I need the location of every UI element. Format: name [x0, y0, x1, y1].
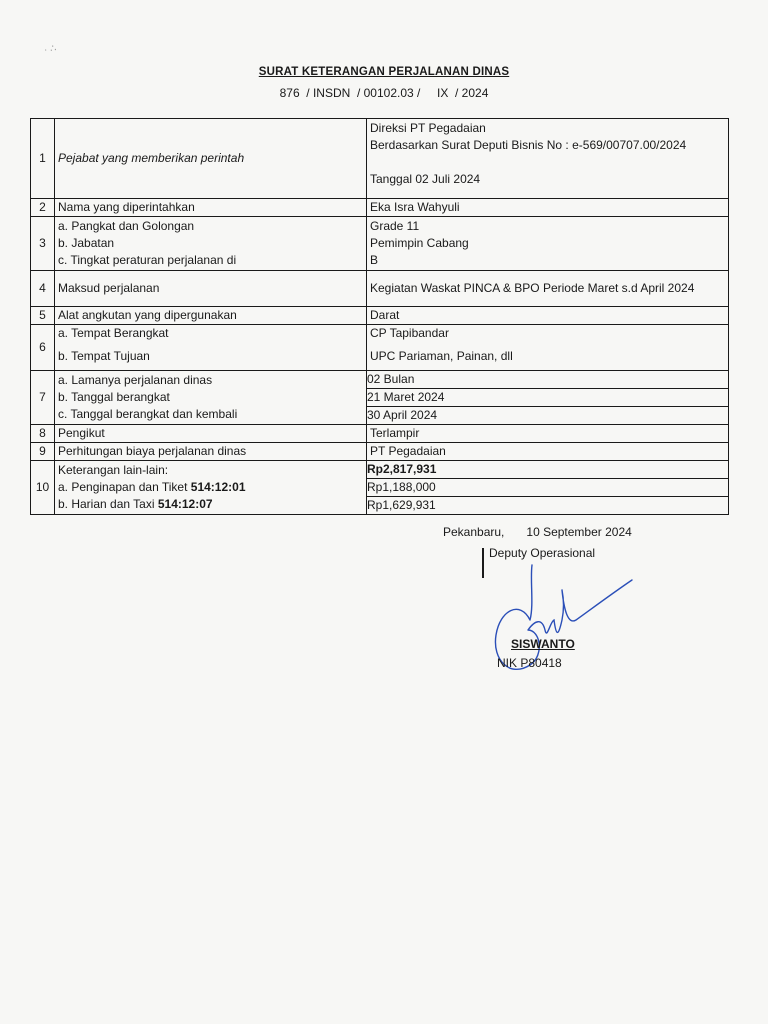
- row-number: 6: [31, 325, 55, 371]
- row-number: 10: [31, 461, 55, 515]
- sub-item-value: Pemimpin Cabang: [370, 236, 469, 250]
- table-row: [31, 199, 729, 217]
- account-code: 514:12:01: [190, 480, 246, 494]
- sub-item-label: b. Jabatan: [58, 236, 115, 250]
- cost-item: [58, 496, 363, 513]
- sub-item-value: B: [370, 253, 379, 267]
- sub-item-value: CP Tapibandar: [370, 326, 449, 340]
- row-value: Eka Isra Wahyuli: [367, 199, 729, 217]
- row-label: Nama yang diperintahkan: [55, 199, 367, 217]
- sub-item-label: Keterangan lain-lain:: [58, 463, 169, 477]
- row-label: Alat angkutan yang dipergunakan: [55, 307, 367, 325]
- sub-item-value: 02 Bulan: [367, 371, 729, 389]
- row-value: [367, 461, 729, 515]
- signature-stroke: [495, 565, 632, 669]
- table-row: [31, 119, 729, 199]
- sub-item-label: c. Tingkat peraturan perjalanan di: [58, 253, 237, 267]
- row-label: [55, 371, 367, 425]
- cost-item-value: Rp1,629,931: [367, 498, 436, 512]
- row-number: 9: [31, 443, 55, 461]
- document-title: SURAT KETERANGAN PERJALANAN DINAS: [258, 66, 510, 78]
- sub-item-label: c. Tanggal berangkat dan kembali: [58, 407, 238, 421]
- table-row: [31, 271, 729, 307]
- sub-item-label: a. Lamanya perjalanan dinas: [58, 373, 213, 387]
- account-code: 514:12:07: [157, 497, 213, 511]
- sub-item-label: a. Tempat Berangkat: [58, 326, 169, 340]
- travel-details-table: [30, 118, 729, 515]
- row-value: [367, 371, 729, 425]
- sub-item-value: Grade 11: [370, 219, 420, 233]
- issuer-text: Direksi PT Pegadaian: [370, 121, 486, 135]
- table-row: [31, 325, 729, 371]
- margin-mark: [482, 548, 484, 578]
- signing-date: 10 September 2024: [526, 525, 632, 539]
- row-value: [367, 217, 729, 271]
- row-label: Pejabat yang memberikan perintah: [55, 119, 367, 199]
- sub-item-label: b. Tanggal berangkat: [58, 390, 170, 404]
- scan-smudge: · ∴: [43, 42, 58, 57]
- row-value: Darat: [367, 307, 729, 325]
- sub-item-label: b. Tempat Tujuan: [58, 349, 150, 363]
- row-number: 7: [31, 371, 55, 425]
- table-row: [31, 425, 729, 443]
- row-value: PT Pegadaian: [367, 443, 729, 461]
- row-number: 5: [31, 307, 55, 325]
- reference-text: Berdasarkan Surat Deputi Bisnis No : e-569/00707.00/2024: [370, 138, 687, 152]
- row-label: [55, 325, 367, 371]
- signer-name: SISWANTO: [511, 637, 575, 651]
- table-row: [31, 217, 729, 271]
- signer-nik: NIK P80418: [497, 656, 562, 670]
- row-number: 8: [31, 425, 55, 443]
- cost-item-value: Rp1,188,000: [367, 479, 729, 497]
- row-number: 1: [31, 119, 55, 199]
- cost-item-label: b. Harian dan Taxi: [58, 497, 155, 511]
- document-number: 876 / INSDN / 00102.03 / IX / 2024: [279, 86, 489, 100]
- row-value: [367, 325, 729, 371]
- row-value: [367, 119, 729, 199]
- row-number: 4: [31, 271, 55, 307]
- sub-item-value: 21 Maret 2024: [367, 389, 729, 407]
- row-label: [55, 217, 367, 271]
- table-row: [31, 443, 729, 461]
- total-cost: Rp2,817,931: [367, 461, 729, 479]
- signing-place-date: [443, 525, 632, 539]
- table-row: [31, 461, 729, 515]
- signer-role: Deputy Operasional: [489, 546, 596, 560]
- reference-date: Tanggal 02 Juli 2024: [370, 172, 481, 186]
- cost-item-label: a. Penginapan dan Tiket: [58, 480, 188, 494]
- row-label: Pengikut: [55, 425, 367, 443]
- row-value: Terlampir: [367, 425, 729, 443]
- cost-item: [58, 479, 363, 496]
- sub-item-value: UPC Pariaman, Painan, dll: [370, 349, 513, 363]
- table-row: [31, 307, 729, 325]
- sub-item-value: 30 April 2024: [367, 408, 438, 422]
- row-label: [55, 461, 367, 515]
- row-value: Kegiatan Waskat PINCA & BPO Periode Maret s.d April 2024: [367, 271, 729, 307]
- row-label: Maksud perjalanan: [55, 271, 367, 307]
- row-number: 3: [31, 217, 55, 271]
- table-row: [31, 371, 729, 425]
- row-number: 2: [31, 199, 55, 217]
- sub-item-label: a. Pangkat dan Golongan: [58, 219, 195, 233]
- row-label: Perhitungan biaya perjalanan dinas: [55, 443, 367, 461]
- signing-place: Pekanbaru,: [443, 525, 505, 539]
